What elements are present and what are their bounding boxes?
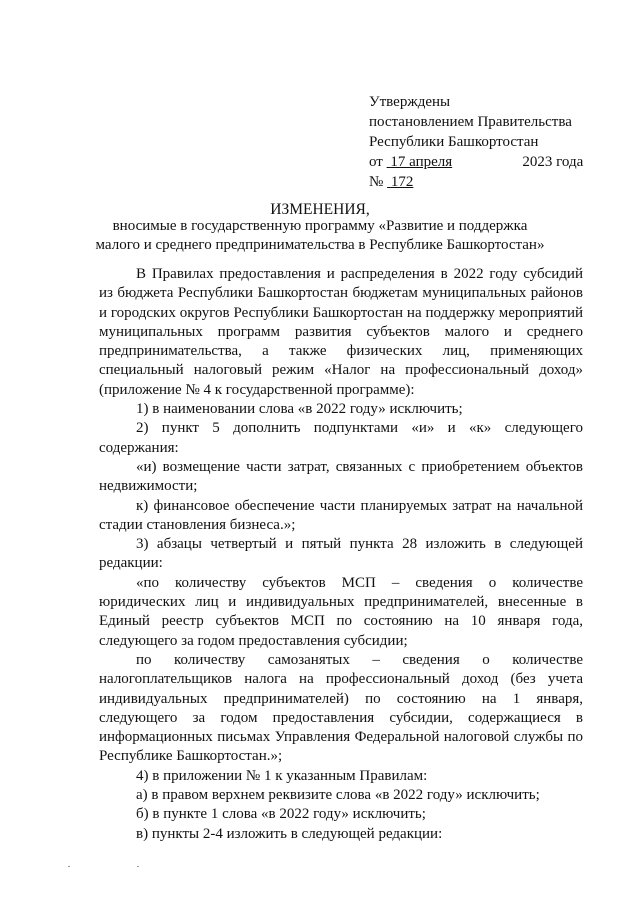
- approval-date: [369, 152, 599, 172]
- document-subtitle: вносимые в государственную программу «Развитие и поддержка малого и среднего предпринимательства в Республике Башкортостан»: [95, 218, 545, 253]
- approval-line: постановлением Правительства: [369, 114, 572, 130]
- scan-speck: [137, 866, 139, 867]
- date-prefix: от: [369, 154, 383, 170]
- date-day-month-text: 17 апреля: [390, 154, 453, 170]
- approval-block: [369, 92, 599, 192]
- approval-line: Утверждены: [369, 94, 451, 110]
- paragraph: в) пункты 2-4 изложить в следующей редакции:: [136, 825, 443, 842]
- paragraph: В Правилах предоставления и распределения в 2022 году субсидий из бюджета Республики Башкортостан бюджетам муниципальных районов и городских округов Республики Башкортостан на поддержку мероприятий муниципальных программ развития субъектов малого и среднего предпринимательства, а также физических лиц, применяющих специальный налоговый режим «Налог на профессиональный доход» (приложение № 4 к государственной программе):: [99, 266, 583, 398]
- number-value-text: 172: [390, 174, 414, 190]
- approval-number: [369, 172, 599, 192]
- paragraph: «и) возмещение части затрат, связанных с приобретением объектов недвижимости;: [99, 458, 583, 495]
- paragraph: 3) абзацы четвертый и пятый пункта 28 изложить в следующей редакции:: [99, 536, 583, 572]
- approval-line: Республики Башкортостан: [369, 134, 539, 150]
- document-body: [99, 265, 583, 844]
- paragraph: 1) в наименовании слова «в 2022 году» исключить;: [136, 401, 463, 418]
- document-title: ИЗМЕНЕНИЯ,: [270, 201, 370, 218]
- date-day-month: [387, 152, 509, 172]
- paragraph: б) в пункте 1 слова «в 2022 году» исключить;: [136, 806, 426, 823]
- paragraph: 2) пункт 5 дополнить подпунктами «и» и «к» следующего содержания:: [99, 420, 583, 456]
- number-prefix: №: [369, 174, 384, 190]
- scan-speck: [68, 866, 70, 867]
- date-year: 2023 года: [522, 154, 584, 170]
- number-value: [387, 172, 419, 192]
- paragraph: к) финансовое обеспечение части планируемых затрат на начальной стадии становления бизнеса.»;: [99, 497, 583, 533]
- paragraph: «по количеству субъектов МСП – сведения о количестве юридических лиц и индивидуальных предпринимателей, внесенные в Единый реестр субъектов МСП по состоянию на 10 января года, следующего за годом предоставления субсидии;: [99, 574, 583, 649]
- paragraph: 4) в приложении № 1 к указанным Правилам:: [136, 767, 428, 784]
- paragraph: а) в правом верхнем реквизите слова «в 2022 году» исключить;: [136, 787, 540, 804]
- paragraph: по количеству самозанятых – сведения о количестве налогоплательщиков налога на профессиональный доход (без учета индивидуальных предпринимателей) по состоянию на 1 января, следующего за годом предоставления субсидии, содержащиеся в информационных письмах Управления Федеральной налоговой службы по Республике Башкортостан.»;: [99, 651, 583, 765]
